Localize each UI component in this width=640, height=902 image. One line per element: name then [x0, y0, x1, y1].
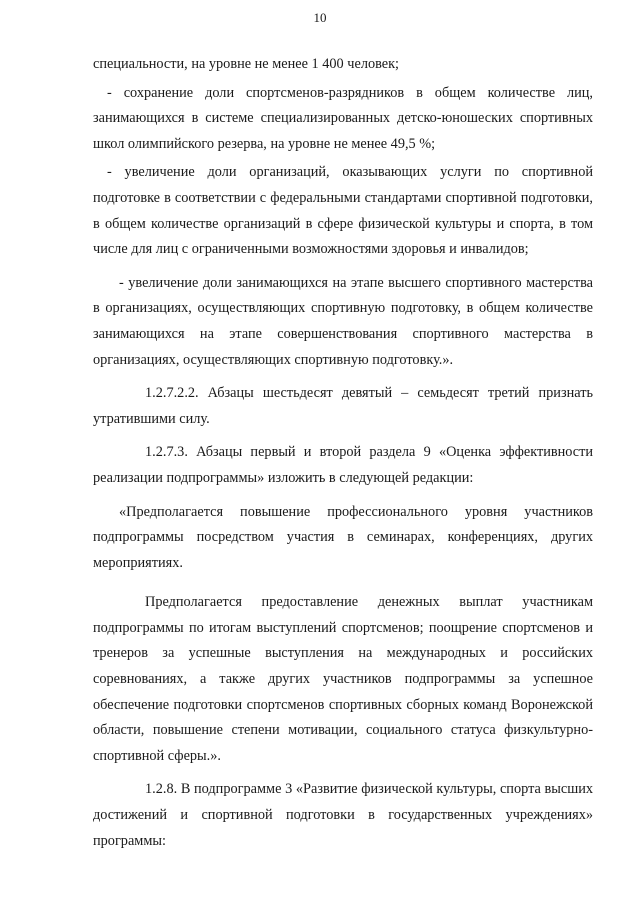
paragraph-6: 1.2.7.3. Абзацы первый и второй раздела 9 «Оценка эффективности реализации подпрограммы» изложить в следующей редакции: — [93, 444, 593, 486]
paragraph-4: - увеличение доли занимающихся на этапе высшего спортивного мастерства в организациях, осуществляющих спортивную подготовку, в общем количестве занимающихся на этапе совершенствования спортивного мастерства в организациях, осуществляющих спортивную подготовку.». — [93, 274, 593, 368]
paragraph-9: 1.2.8. В подпрограмме 3 «Развитие физической культуры, спорта высших достижений и спортивной подготовки в государственных учреждениях» программы: — [93, 781, 593, 849]
paragraph-5: 1.2.7.2.2. Абзацы шестьдесят девятый – семьдесят третий признать утратившими силу. — [93, 385, 593, 427]
paragraph-8: Предполагается предоставление денежных выплат участникам подпрограммы по итогам выступлений спортсменов; поощрение спортсменов и тренеров за успешные выступления на международных и российских соревнованиях, а также других участников подпрограммы за успешное обеспечение подготовки спортсменов спортивных сборных команд Воронежской области, повышение степени мотивации, социального статуса физкультурно-спортивной сферы.». — [93, 594, 593, 764]
paragraph-1: специальности, на уровне не менее 1 400 человек; — [93, 56, 400, 72]
page-number: 10 — [313, 10, 327, 25]
paragraph-7: «Предполагается повышение профессионального уровня участников подпрограммы посредством участия в семинарах, конференциях, других мероприятиях. — [93, 503, 593, 571]
paragraph-3: - увеличение доли организаций, оказывающих услуги по спортивной подготовке в соответствии с федеральными стандартами спортивной подготовки, в общем количестве организаций в сфере физической культуры и спорта, в том числе для лиц с ограниченными возможностями здоровья и инвалидов; — [93, 164, 593, 258]
body-text — [93, 52, 593, 854]
paragraph-2: - сохранение доли спортсменов-разрядников в общем количестве лиц, занимающихся в системе специализированных детско-юношеских спортивных школ олимпийского резерва, на уровне не менее 49,5 %; — [93, 84, 593, 152]
